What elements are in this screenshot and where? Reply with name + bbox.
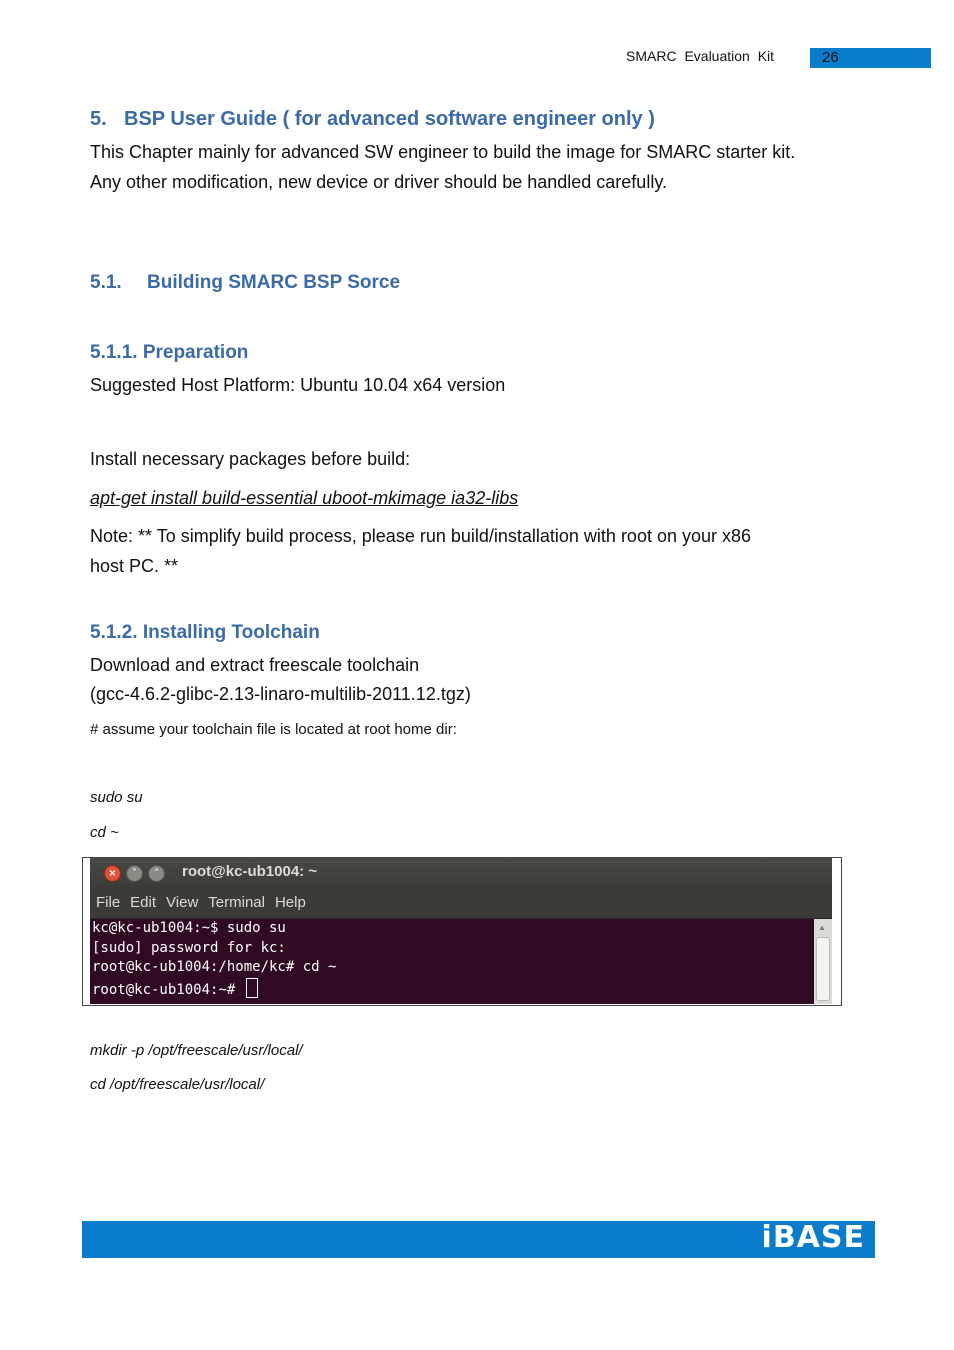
toolchain-line-2: (gcc-4.6.2-glibc-2.13-linaro-multilib-2011.12.tgz) — [90, 684, 471, 704]
scroll-up-arrow-icon[interactable]: ▲ — [818, 923, 826, 932]
command-sudo-su: sudo su — [90, 789, 143, 806]
note-line-2: host PC. ** — [90, 556, 179, 576]
menu-view[interactable]: View — [166, 894, 199, 911]
terminal-line: [sudo] password for kc: — [92, 939, 286, 956]
apt-get-command: apt-get install build-essential uboot-mkimage ia32-libs — [90, 488, 519, 508]
menu-terminal[interactable]: Terminal — [208, 894, 265, 911]
menu-file[interactable]: File — [96, 894, 121, 911]
section-5-paragraph-2: Any other modification, new device or driver should be handled carefully. — [90, 172, 667, 192]
section-5-1-title: Building SMARC BSP Sorce — [147, 272, 401, 293]
terminal-cursor — [246, 978, 258, 998]
host-platform-text: Suggested Host Platform: Ubuntu 10.04 x64 version — [90, 375, 506, 395]
terminal-line: kc@kc-ub1004:~$ sudo su — [92, 920, 286, 936]
terminal-window — [90, 858, 832, 1004]
terminal-window-title: root@kc-ub1004: ~ — [182, 863, 318, 880]
terminal-output[interactable] — [92, 919, 336, 1000]
section-5-1-number: 5.1. — [90, 272, 122, 293]
command-cd-home: cd ~ — [90, 824, 119, 841]
note-line-1: Note: ** To simplify build process, please run build/installation with root on your x86 — [90, 526, 752, 546]
scrollbar-thumb[interactable] — [816, 937, 830, 1001]
command-cd-freescale: cd /opt/freescale/usr/local/ — [90, 1076, 265, 1093]
terminal-scrollbar[interactable] — [814, 919, 832, 1004]
section-5-title: BSP User Guide ( for advanced software engineer only ) — [124, 108, 655, 130]
menu-edit[interactable]: Edit — [130, 894, 157, 911]
toolchain-line-1: Download and extract freescale toolchain — [90, 655, 420, 675]
terminal-titlebar — [90, 858, 832, 888]
section-5-1-heading — [90, 272, 400, 294]
section-5-1-1-heading: 5.1.1. Preparation — [90, 342, 249, 363]
ibase-logo: iBASE — [761, 1220, 865, 1255]
footer-bar — [82, 1221, 875, 1258]
minimize-icon[interactable]: ˅ — [126, 865, 143, 882]
close-icon[interactable]: × — [104, 865, 121, 882]
section-5-heading — [90, 108, 655, 131]
install-intro-text: Install necessary packages before build: — [90, 449, 411, 469]
page-number-box — [810, 48, 931, 68]
terminal-menubar — [90, 888, 832, 919]
command-mkdir: mkdir -p /opt/freescale/usr/local/ — [90, 1042, 303, 1059]
section-5-paragraph-1: This Chapter mainly for advanced SW engineer to build the image for SMARC starter kit. — [90, 142, 796, 162]
section-5-number: 5. — [90, 108, 107, 130]
terminal-line: root@kc-ub1004:/home/kc# cd ~ — [92, 959, 337, 975]
toolchain-comment: # assume your toolchain file is located at root home dir: — [90, 721, 457, 738]
page-number: 26 — [822, 49, 839, 66]
document-title: SMARC Evaluation Kit — [626, 48, 775, 64]
terminal-line — [92, 978, 336, 1001]
menu-help[interactable]: Help — [274, 894, 306, 911]
maximize-icon[interactable]: ˄ — [148, 865, 165, 882]
section-5-1-2-heading: 5.1.2. Installing Toolchain — [90, 622, 320, 643]
terminal-prompt: root@kc-ub1004:~# — [92, 981, 244, 998]
